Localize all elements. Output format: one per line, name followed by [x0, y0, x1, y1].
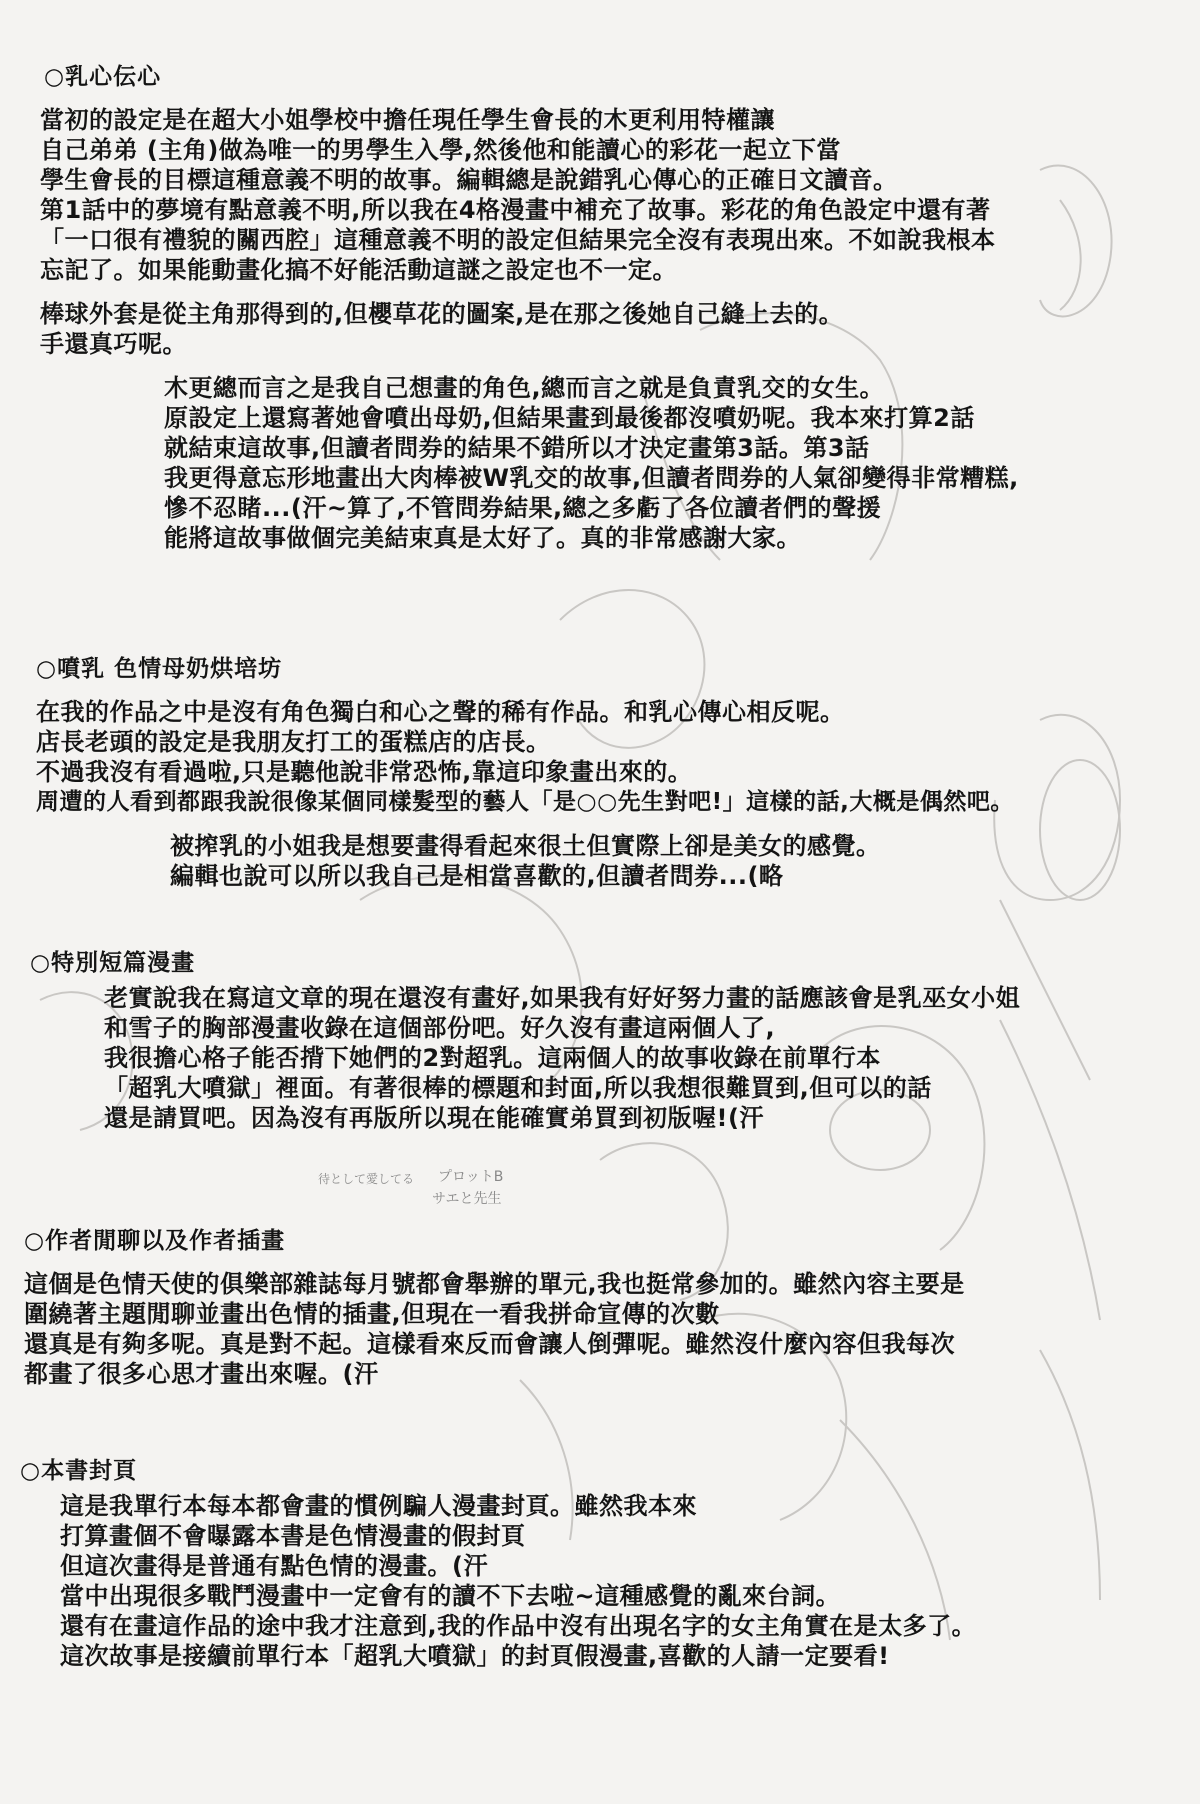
section-nyushin-denshin	[40, 58, 1019, 567]
text-line: 被搾乳的小姐我是想要畫得看起來很土但實際上卻是美女的感覺。	[170, 832, 881, 860]
text-line: 和雪子的胸部漫畫收錄在這個部份吧。好久沒有畫這兩個人了,	[104, 1014, 776, 1042]
text-line: 當初的設定是在超大小姐學校中擔任現任學生會長的木更利用特權讓	[40, 106, 775, 134]
text-line: 學生會長的目標這種意義不明的故事。編輯總是說錯乳心傳心的正確日文讀音。	[40, 166, 898, 194]
sketch-caption-sae-and-teacher: サエと先生	[432, 1191, 502, 1207]
text-line: 第1話中的夢境有點意義不明,所以我在4格漫畫中補充了故事。彩花的角色設定中還有著	[40, 196, 991, 224]
text-line: 這次故事是接續前單行本「超乳大噴獄」的封頁假漫畫,喜歡的人請一定要看!	[60, 1642, 890, 1670]
section-heading: ○本書封頁	[20, 1458, 138, 1484]
text-line: 圍繞著主題閒聊並畫出色情的插畫,但現在一看我拼命宣傳的次數	[24, 1300, 720, 1328]
sketch-caption-small-note: 待として愛してる	[318, 1172, 415, 1186]
text-line: 打算畫個不會曝露本書是色情漫畫的假封頁	[60, 1522, 526, 1550]
text-line: 周遭的人看到都跟我說很像某個同樣髮型的藝人「是○○先生對吧!」這樣的話,大概是偶然吧。	[36, 789, 1014, 815]
text-line: 不過我沒有看過啦,只是聽他說非常恐怖,靠這印象畫出來的。	[36, 758, 693, 786]
text-line: 還真是有夠多呢。真是對不起。這樣看來反而會讓人倒彈呢。雖然沒什麼內容但我每次	[24, 1330, 955, 1358]
section-author-chat	[24, 1222, 965, 1403]
text-line: 我很擔心格子能否揹下她們的2對超乳。這兩個人的故事收錄在前單行本	[104, 1044, 881, 1072]
paragraph	[36, 697, 1014, 817]
text-line: 就結束這故事,但讀者問券的結果不錯所以才決定畫第3話。第3話	[164, 434, 870, 462]
section-heading: ○特別短篇漫畫	[30, 950, 196, 976]
text-line: 能將這故事做個完美結束真是太好了。真的非常感謝大家。	[164, 524, 801, 552]
section-heading: ○作者閒聊以及作者插畫	[24, 1228, 286, 1254]
section-special-short-manga	[30, 944, 1020, 1147]
text-line: 老實說我在寫這文章的現在還沒有畫好,如果我有好好努力畫的話應該會是乳巫女小姐	[104, 984, 1021, 1012]
text-line: 忘記了。如果能動畫化搞不好能活動這謎之設定也不一定。	[40, 256, 677, 284]
text-line: 都畫了很多心思才畫出來喔。(汗	[24, 1360, 379, 1388]
text-line: 編輯也說可以所以我自己是相當喜歡的,但讀者問券...(略	[170, 862, 784, 890]
text-line: 手還真巧呢。	[40, 330, 187, 358]
paragraph	[24, 1269, 965, 1389]
section-heading: ○乳心伝心	[44, 64, 162, 90]
indented-paragraph	[36, 831, 1014, 891]
section-funnyu-bakery	[36, 650, 1014, 905]
text-line: 在我的作品之中是沒有角色獨白和心之聲的稀有作品。和乳心傳心相反呢。	[36, 698, 845, 726]
text-line: 「超乳大噴獄」裡面。有著很棒的標題和封面,所以我想很難買到,但可以的話	[104, 1074, 932, 1102]
paragraph	[40, 299, 1019, 359]
text-line: 「一口很有禮貌的關西腔」這種意義不明的設定但結果完全沒有表現出來。不如說我根本	[40, 226, 996, 254]
text-line: 這個是色情天使的俱樂部雜誌每月號都會舉辦的單元,我也挺常參加的。雖然內容主要是	[24, 1270, 965, 1298]
text-line: 棒球外套是從主角那得到的,但櫻草花的圖案,是在那之後她自己縫上去的。	[40, 300, 844, 328]
text-line: 我更得意忘形地畫出大肉棒被W乳交的故事,但讀者問券的人氣卻變得非常糟糕,	[164, 464, 1019, 492]
indented-paragraph	[30, 983, 1020, 1133]
section-heading: ○噴乳 色情母奶烘培坊	[36, 656, 283, 682]
text-line: 還有在畫這作品的途中我才注意到,我的作品中沒有出現名字的女主角實在是太多了。	[60, 1612, 977, 1640]
text-line: 木更總而言之是我自己想畫的角色,總而言之就是負責乳交的女生。	[164, 374, 885, 402]
text-line: 原設定上還寫著她會噴出母奶,但結果畫到最後都沒噴奶呢。我本來打算2話	[164, 404, 975, 432]
text-line: 店長老頭的設定是我朋友打工的蛋糕店的店長。	[36, 728, 551, 756]
text-line: 還是請買吧。因為沒有再版所以現在能確實弟買到初版喔!(汗	[104, 1104, 764, 1132]
text-line: 這是我單行本每本都會畫的慣例騙人漫畫封頁。雖然我本來	[60, 1492, 697, 1520]
paragraph	[40, 105, 1019, 285]
text-line: 當中出現很多戰鬥漫畫中一定會有的讀不下去啦~這種感覺的亂來台詞。	[60, 1582, 841, 1610]
section-book-cover	[20, 1452, 976, 1685]
indented-paragraph	[20, 1491, 976, 1671]
sketch-caption-plot-b: プロットB	[438, 1169, 504, 1185]
text-line: 自己弟弟 (主角)做為唯一的男學生入學,然後他和能讀心的彩花一起立下當	[40, 136, 841, 164]
indented-paragraph	[44, 373, 1019, 553]
text-line: 但這次畫得是普通有點色情的漫畫。(汗	[60, 1552, 488, 1580]
text-line: 慘不忍睹...(汗~算了,不管問券結果,總之多虧了各位讀者們的聲援	[164, 494, 882, 522]
